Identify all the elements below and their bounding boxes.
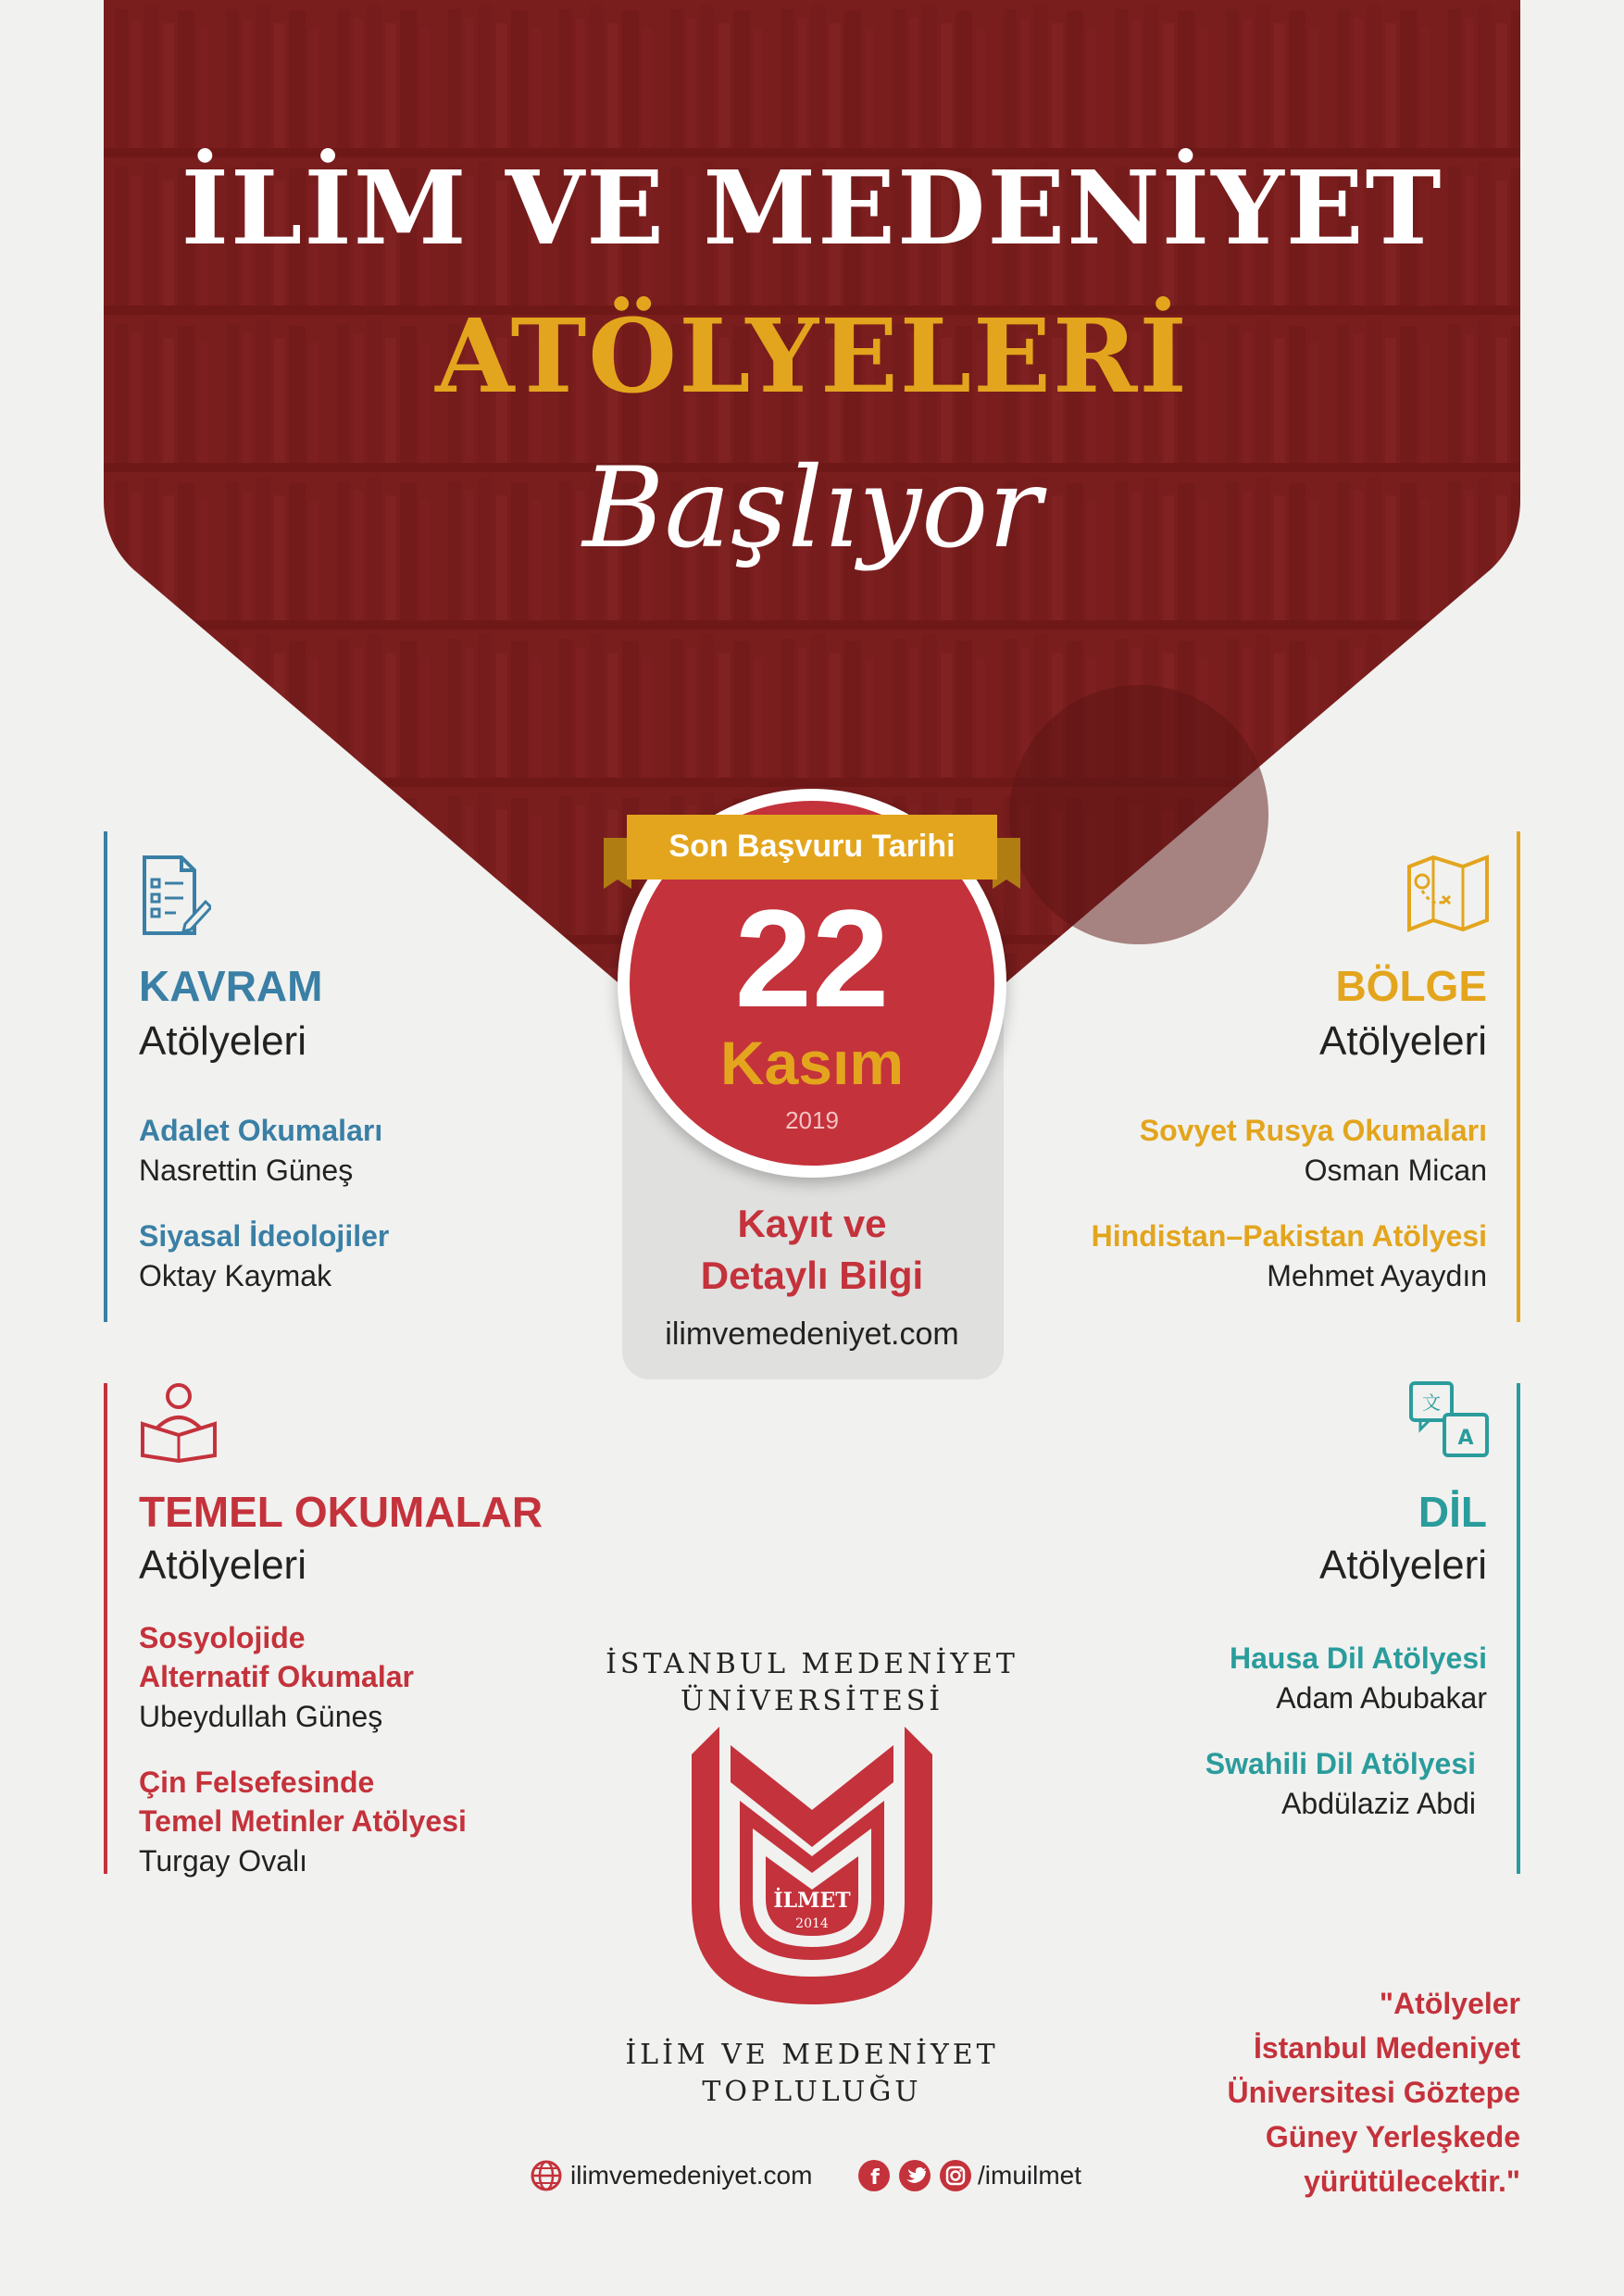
title-line-2: ATÖLYELERİ	[435, 296, 1189, 416]
translate-icon	[1407, 1379, 1491, 1463]
bolge-title: BÖLGE	[1335, 962, 1487, 1010]
kavram-item-1-author: Nasrettin Güneş	[139, 1154, 354, 1187]
temel-item-2-title-line-2: Temel Metinler Atölyesi	[139, 1804, 467, 1838]
temel-item-1-author: Ubeydullah Güneş	[139, 1700, 383, 1733]
dil-item-1-title: Hausa Dil Atölyesi	[1229, 1641, 1487, 1675]
info-url[interactable]: ilimvemedeniyet.com	[665, 1316, 959, 1352]
deadline-year: 2019	[785, 1106, 839, 1134]
kavram-divider	[104, 831, 107, 1322]
svg-text:f: f	[870, 2166, 880, 2190]
location-note-line-3: Üniversitesi Göztepe	[1227, 2076, 1520, 2109]
location-note-line-5: yürütülecektir."	[1304, 2165, 1520, 2198]
bolge-item-1-author: Osman Mican	[1304, 1154, 1487, 1187]
instagram-icon[interactable]	[939, 2159, 972, 2192]
dil-divider	[1517, 1383, 1520, 1874]
bolge-subtitle: Atölyeleri	[1319, 1018, 1487, 1064]
location-note-line-1: "Atölyeler	[1379, 1987, 1520, 2020]
dil-title: DİL	[1418, 1488, 1487, 1536]
kavram-subtitle: Atölyeleri	[139, 1018, 306, 1064]
temel-item-2-title-line-1: Çin Felsefesinde	[139, 1766, 375, 1799]
community-name-line-1: İLİM VE MEDENİYET	[625, 2039, 999, 2071]
document-icon	[137, 854, 211, 937]
dil-subtitle: Atölyeleri	[1319, 1542, 1487, 1588]
footer-website[interactable]: ilimvemedeniyet.com	[570, 2161, 813, 2190]
deadline-label: Son Başvuru Tarihi	[668, 829, 956, 864]
kavram-title: KAVRAM	[139, 962, 323, 1010]
title-line-1: İLİM VE MEDENİYET	[181, 148, 1443, 268]
deadline-month: Kasım	[719, 1029, 905, 1097]
info-line-1: Kayıt ve	[737, 1202, 887, 1245]
bolge-divider	[1517, 831, 1520, 1322]
kavram-item-2-title: Siyasal İdeolojiler	[139, 1219, 390, 1253]
footer-social-handle[interactable]: /imuilmet	[978, 2161, 1082, 2190]
svg-text:A: A	[1457, 1427, 1474, 1450]
bolge-item-1-title: Sovyet Rusya Okumaları	[1139, 1114, 1487, 1147]
university-name-line-2: ÜNİVERSİTESİ	[680, 1685, 944, 1717]
location-note-line-2: İstanbul Medeniyet	[1253, 2031, 1520, 2065]
twitter-icon[interactable]	[898, 2159, 931, 2192]
logo-badge-year: 2014	[795, 1916, 829, 1931]
temel-item-2-author: Turgay Ovalı	[139, 1844, 307, 1878]
kavram-item-1-title: Adalet Okumaları	[139, 1114, 383, 1147]
bolge-item-2-title: Hindistan–Pakistan Atölyesi	[1091, 1219, 1487, 1253]
deadline-day: 22	[734, 880, 890, 1036]
location-note	[1131, 1981, 1520, 2203]
ilmet-logo	[682, 1717, 942, 2014]
reader-icon	[137, 1379, 220, 1463]
community-name-line-2: TOPLULUĞU	[702, 2076, 922, 2108]
temel-item-1-title-line-1: Sosyolojide	[139, 1621, 306, 1654]
location-note-line-4: Güney Yerleşkede	[1265, 2120, 1520, 2153]
map-icon	[1405, 854, 1491, 933]
info-line-2: Detaylı Bilgi	[700, 1254, 924, 1297]
kavram-item-2-author: Oktay Kaymak	[139, 1259, 332, 1292]
university-name-line-1: İSTANBUL MEDENİYET	[606, 1648, 1018, 1680]
svg-text:文: 文	[1422, 1391, 1441, 1414]
dil-item-2-title: Swahili Dil Atölyesi	[1205, 1747, 1476, 1780]
globe-icon	[530, 2159, 563, 2192]
temel-subtitle: Atölyeleri	[139, 1542, 306, 1588]
facebook-icon[interactable]	[857, 2159, 891, 2192]
bolge-item-2-author: Mehmet Ayaydın	[1267, 1259, 1487, 1292]
temel-item-1-title-line-2: Alternatif Okumalar	[139, 1660, 414, 1693]
temel-divider	[104, 1383, 107, 1874]
logo-badge-text: İLMET	[773, 1889, 851, 1913]
dil-item-2-author: Abdülaziz Abdi	[1281, 1787, 1476, 1820]
dil-item-1-author: Adam Abubakar	[1276, 1681, 1487, 1715]
temel-title: TEMEL OKUMALAR	[139, 1488, 543, 1536]
title-line-3: Başlıyor	[582, 444, 1042, 573]
